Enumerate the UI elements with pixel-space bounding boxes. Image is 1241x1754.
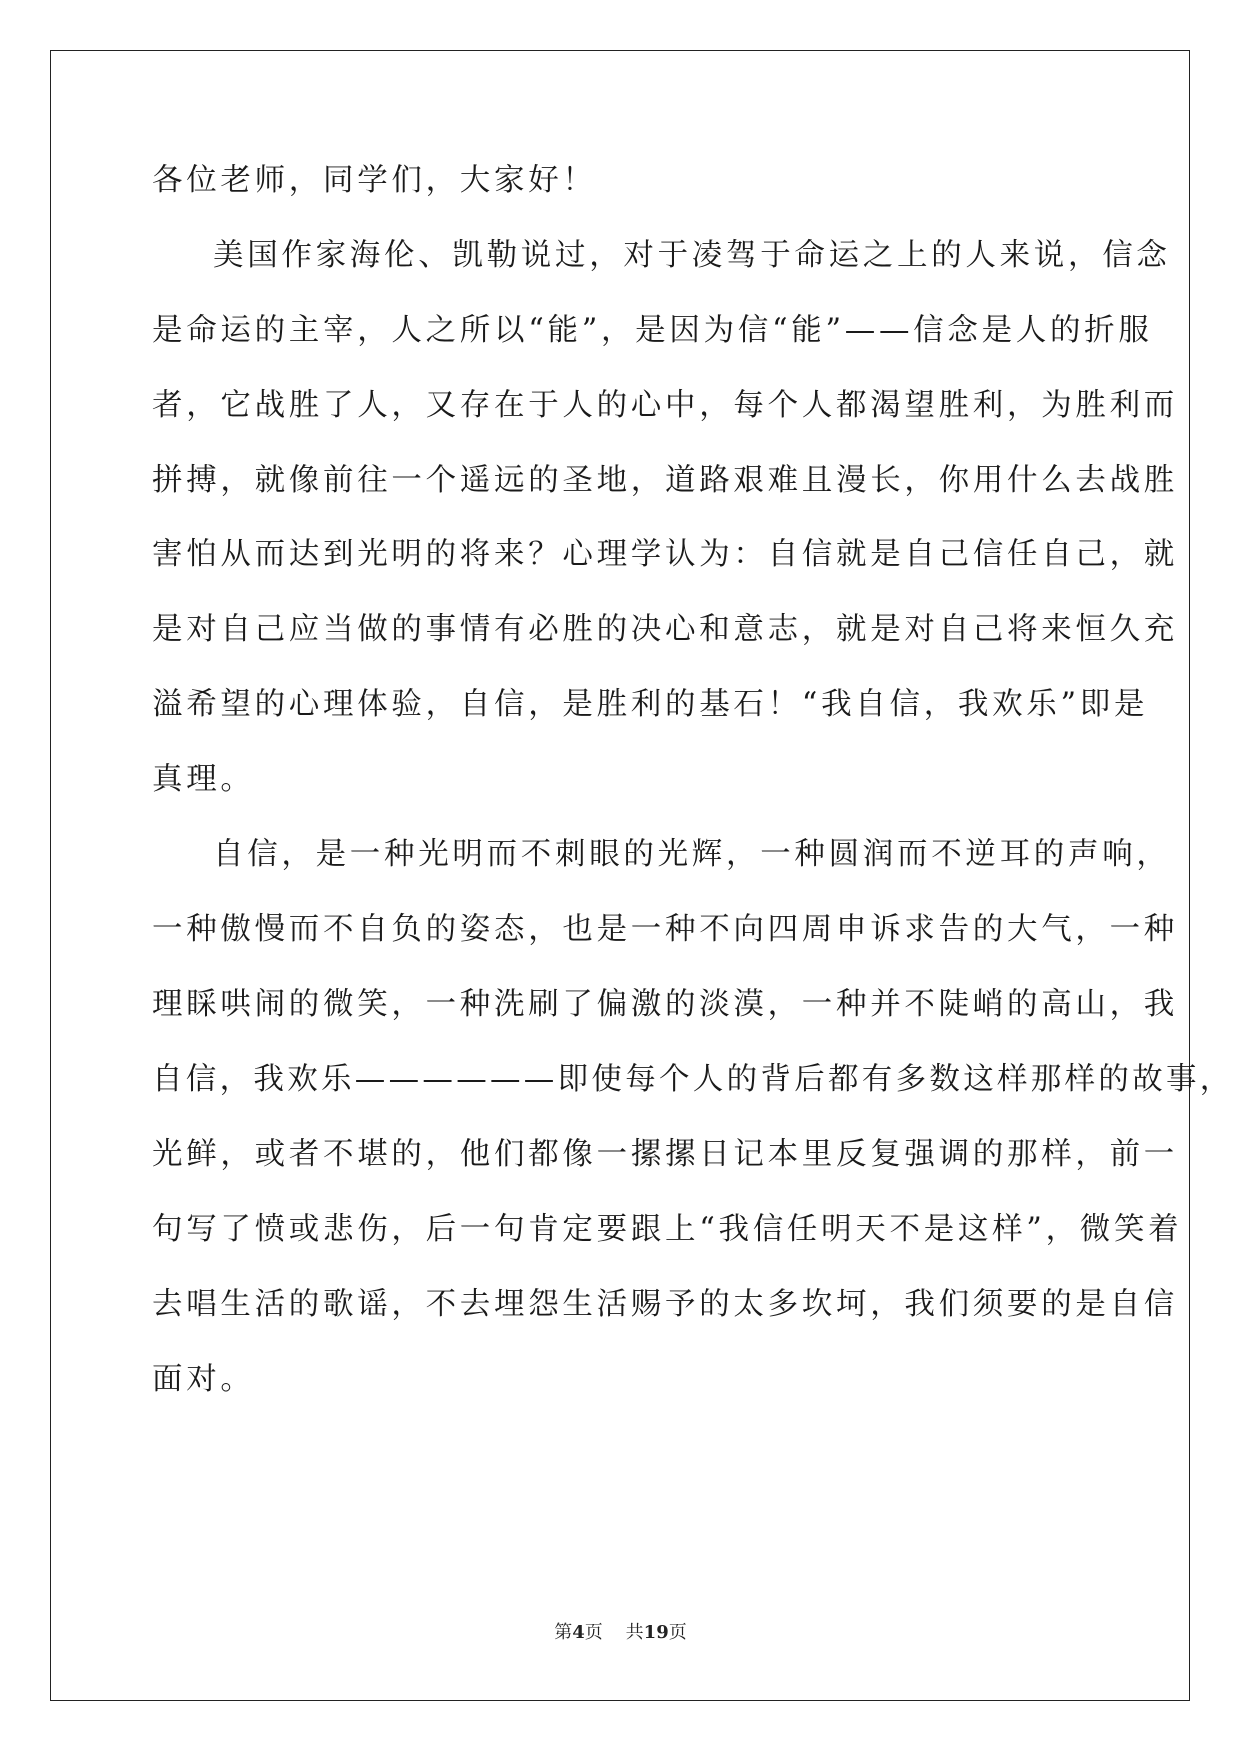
paragraph-2-line-6: 句写了愤或悲伤，后一句肯定要跟上“我信任明天不是这样”，微笑着: [152, 1212, 1183, 1247]
paragraph-1-line-8: 真理。: [152, 762, 255, 797]
paragraph-2-line-1: 自信，是一种光明而不刺眼的光辉，一种圆润而不逆耳的声响，: [213, 837, 1171, 872]
paragraph-1-line-1: 美国作家海伦、凯勒说过，对于凌驾于命运之上的人来说，信念: [213, 238, 1171, 273]
paragraph-2-line-8: 面对。: [152, 1362, 255, 1397]
paragraph-2-line-3: 理睬哄闹的微笑，一种洗刷了偏激的淡漠，一种并不陡峭的高山，我: [152, 987, 1178, 1022]
paragraph-1-line-6: 是对自己应当做的事情有必胜的决心和意志，就是对自己将来恒久充: [152, 612, 1178, 647]
paragraph-1-line-5: 害怕从而达到光明的将来？心理学认为：自信就是自己信任自己，就: [152, 537, 1178, 572]
paragraph-2-line-2: 一种傲慢而不自负的姿态，也是一种不向四周申诉求告的大气，一种: [152, 912, 1178, 947]
footer-total-unit: 页: [668, 1622, 687, 1643]
paragraph-1-line-2: 是命运的主宰，人之所以“能”，是因为信“能”——信念是人的折服: [152, 313, 1153, 348]
total-pages-number: 19: [643, 1622, 669, 1643]
greeting-line: 各位老师，同学们，大家好！: [152, 163, 597, 198]
footer-page-unit: 页: [584, 1622, 603, 1643]
paragraph-2-line-7: 去唱生活的歌谣，不去埋怨生活赐予的太多坎坷，我们须要的是自信: [152, 1287, 1178, 1322]
paragraph-2-line-5: 光鲜，或者不堪的，他们都像一摞摞日记本里反复强调的那样，前一: [152, 1137, 1178, 1172]
paragraph-1-line-3: 者，它战胜了人，又存在于人的心中，每个人都渴望胜利，为胜利而: [152, 388, 1178, 423]
paragraph-2-line-4: 自信，我欢乐——————即使每个人的背后都有多数这样那样的故事，: [152, 1062, 1234, 1097]
paragraph-1-line-4: 拼搏，就像前往一个遥远的圣地，道路艰难且漫长，你用什么去战胜: [152, 463, 1178, 498]
paragraph-1-line-7: 溢希望的心理体验，自信，是胜利的基石！“我自信，我欢乐”即是: [152, 687, 1149, 722]
footer-prefix: 第: [554, 1622, 573, 1643]
footer-total-prefix: 共: [625, 1622, 644, 1643]
page-footer: [0, 1621, 1241, 1645]
current-page-number: 4: [572, 1622, 585, 1643]
